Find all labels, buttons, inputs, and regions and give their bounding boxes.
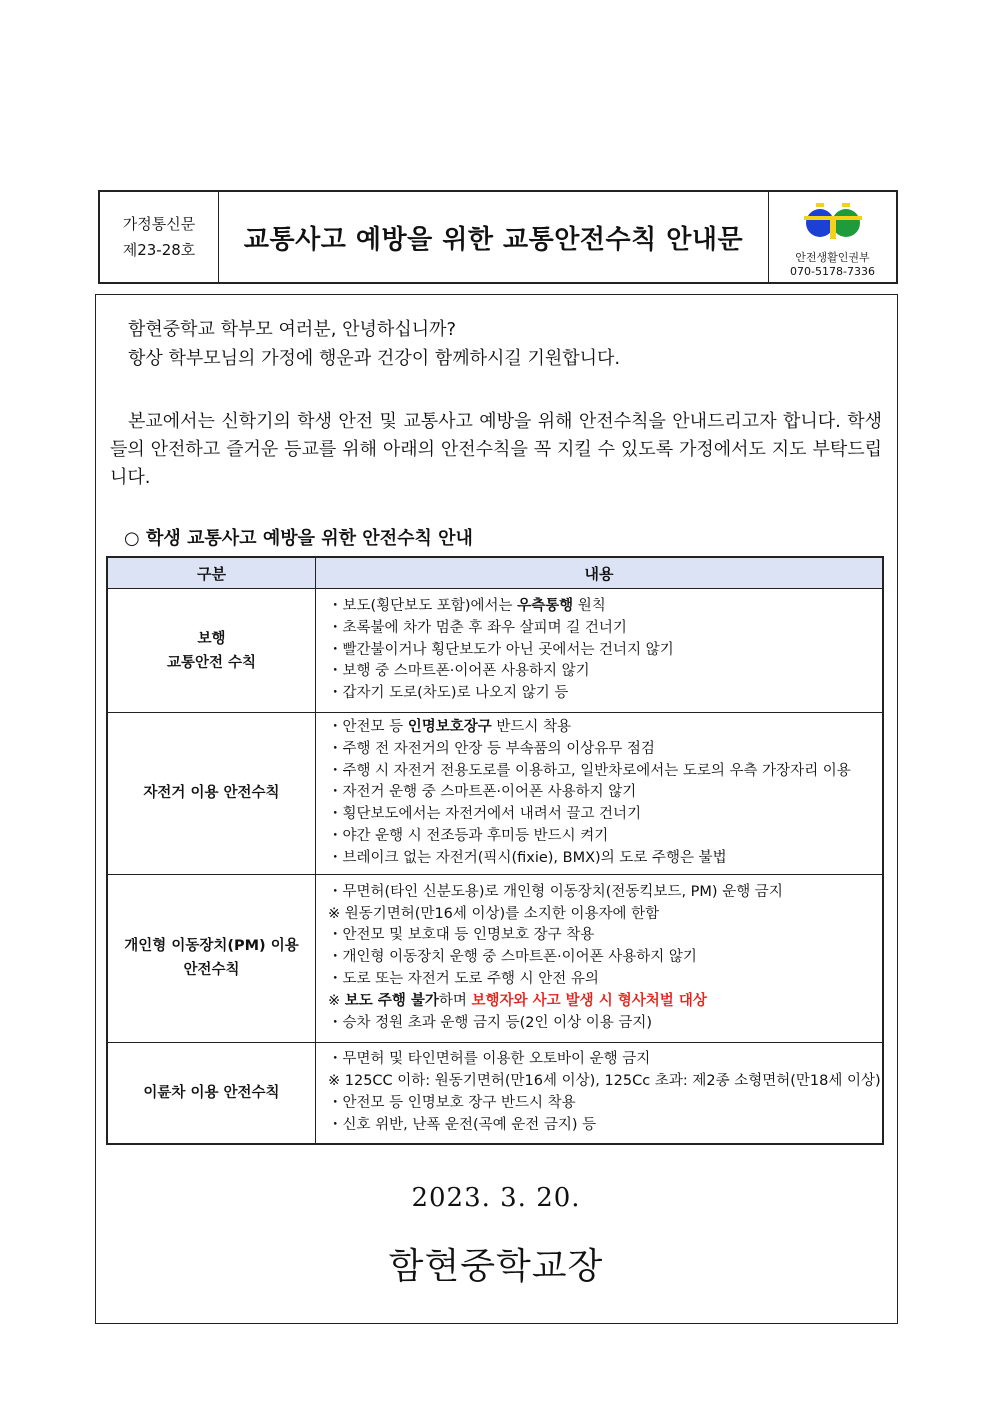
notice-date: 2023. 3. 20.	[411, 1183, 581, 1213]
rule-item	[328, 947, 882, 969]
rule-item	[328, 782, 882, 804]
rule-item	[328, 1115, 882, 1137]
department-phone: 070-5178-7336	[790, 265, 875, 278]
rule-text: ・보도(횡단보도 포함)에서는	[328, 598, 518, 614]
rule-text: ・빨간불이거나 횡단보도가 아닌 곳에서는 건너지 않기	[328, 641, 674, 658]
rule-item	[328, 739, 882, 761]
rule-text: ・초록불에 차가 멈춘 후 좌우 살피며 길 건너기	[328, 619, 627, 636]
rule-text: 보행자와 사고 발생 시 형사처벌 대상	[471, 992, 707, 1009]
rule-item	[328, 596, 882, 618]
rule-text: ・야간 운행 시 전조등과 후미등 반드시 켜기	[328, 827, 609, 844]
rule-text: 인명보호장구	[407, 719, 492, 735]
rule-item	[328, 1013, 882, 1035]
greeting-line-1: 함현중학교 학부모 여러분, 안녕하십니까?	[128, 319, 457, 340]
rule-item	[328, 1049, 882, 1071]
doc-info	[100, 192, 219, 282]
rule-text: ・무면허 및 타인면허를 이용한 오토바이 운행 금지	[328, 1051, 651, 1068]
rule-text: ・주행 시 자전거 전용도로를 이용하고, 일반차로에서는 도로의 우측 가장자리 이용	[328, 762, 851, 779]
rule-text: ・브레이크 없는 자전거(픽시(fixie), BMX)의 도로 주행은 불법	[328, 849, 727, 866]
table-row	[107, 713, 883, 875]
rule-text: ・주행 전 자전거의 안장 등 부속품의 이상유무 점검	[328, 740, 655, 757]
category-line: 이륜차 이용 안전수칙	[143, 1084, 280, 1101]
row-items	[316, 1042, 884, 1144]
table-row	[107, 874, 883, 1042]
row-category	[107, 1042, 316, 1144]
intro-paragraph: 본교에서는 신학기의 학생 안전 및 교통사고 예방을 위해 안전수칙을 안내드리고자 합니다. 학생들의 안전하고 즐거운 등교를 위해 아래의 안전수칙을 꼭 지킬 수 있도록 가정에서도 지도 부탁드립니다.	[110, 411, 882, 488]
category-line: 보행	[197, 630, 226, 647]
rule-text: ・횡단보도에서는 자전거에서 내려서 끌고 건너기	[328, 806, 642, 823]
rule-item	[328, 661, 882, 683]
row-category	[107, 874, 316, 1042]
category-line: 자전거 이용 안전수칙	[143, 785, 280, 802]
rule-item	[328, 826, 882, 848]
rule-text: ※ 원동기면허(만16세 이상)를 소지한 이용자에 한함	[328, 905, 660, 922]
rule-item	[328, 925, 882, 947]
greeting-line-2: 항상 학부모님의 가정에 행운과 건강이 함께하시길 기원합니다.	[128, 348, 621, 369]
rule-text: ・무면허(타인 신분도용)로 개인형 이동장치(전동킥보드, PM) 운행 금지	[328, 883, 783, 900]
rule-text: ・갑자기 도로(차도)로 나오지 않기 등	[328, 685, 569, 702]
school-logo-icon	[800, 199, 866, 245]
rule-item	[328, 618, 882, 640]
rule-item	[328, 640, 882, 662]
table-body	[107, 589, 883, 1145]
table-header-row	[107, 557, 883, 589]
rule-text: ・보행 중 스마트폰·이어폰 사용하지 않기	[328, 663, 590, 680]
header-category: 구분	[107, 557, 316, 589]
rule-text: ※ 125CC 이하: 원동기면허(만16세 이상), 125Cc 초과: 제2종 소형면허(만18세 이상)	[328, 1073, 881, 1090]
table-row	[107, 1042, 883, 1144]
header-content: 내용	[316, 557, 884, 589]
rule-text: ・안전모 등	[328, 719, 408, 735]
rule-text: 하며	[438, 992, 472, 1009]
department-block	[768, 192, 896, 282]
rule-item	[328, 969, 882, 991]
department-name: 안전생활인권부	[795, 251, 870, 264]
section-title: ○ 학생 교통사고 예방을 위한 안전수칙 안내	[124, 528, 473, 549]
rule-text: 원칙	[573, 598, 606, 614]
notice-header	[98, 190, 898, 284]
row-items	[316, 589, 884, 713]
rule-item	[328, 904, 882, 926]
rule-text: 우측통행	[517, 598, 574, 614]
rule-item	[328, 848, 882, 870]
row-items	[316, 713, 884, 875]
doc-number: 제23-28호	[122, 241, 196, 259]
rule-text: ※	[328, 992, 345, 1009]
category-line: 안전수칙	[183, 962, 240, 979]
rule-text: ・도로 또는 자전거 도로 주행 시 안전 유의	[328, 970, 599, 987]
doc-type: 가정통신문	[122, 215, 196, 233]
safety-rules-table	[106, 556, 884, 1145]
rule-item	[328, 882, 882, 904]
rule-item	[328, 1071, 882, 1093]
doc-title: 교통사고 예방을 위한 교통안전수칙 안내문	[243, 224, 744, 255]
rule-text: ・안전모 등 인명보호 장구 반드시 착용	[328, 1094, 576, 1111]
rule-item	[328, 761, 882, 783]
rule-text: ・자전거 운행 중 스마트폰·이어폰 사용하지 않기	[328, 784, 637, 801]
category-line: 교통안전 수칙	[166, 654, 257, 671]
row-category	[107, 713, 316, 875]
rule-item	[328, 991, 882, 1013]
rule-text: ・신호 위반, 난폭 운전(곡예 운전 금지) 등	[328, 1116, 597, 1133]
rule-text: ・안전모 및 보호대 등 인명보호 장구 착용	[328, 927, 595, 944]
row-category	[107, 589, 316, 713]
rule-text: ・개인형 이동장치 운행 중 스마트폰·이어폰 사용하지 않기	[328, 949, 697, 966]
rule-text: 보도 주행 불가	[344, 992, 439, 1009]
rule-item	[328, 717, 882, 739]
rule-item	[328, 683, 882, 705]
principal-signature: 함현중학교장	[388, 1246, 604, 1287]
rule-item	[328, 804, 882, 826]
rule-text: 반드시 착용	[491, 719, 572, 735]
row-items	[316, 874, 884, 1042]
rule-item	[328, 1093, 882, 1115]
rule-text: ・승차 정원 초과 운행 금지 등(2인 이상 이용 금지)	[328, 1014, 653, 1031]
table-row	[107, 589, 883, 713]
category-line: 개인형 이동장치(PM) 이용	[124, 938, 299, 955]
